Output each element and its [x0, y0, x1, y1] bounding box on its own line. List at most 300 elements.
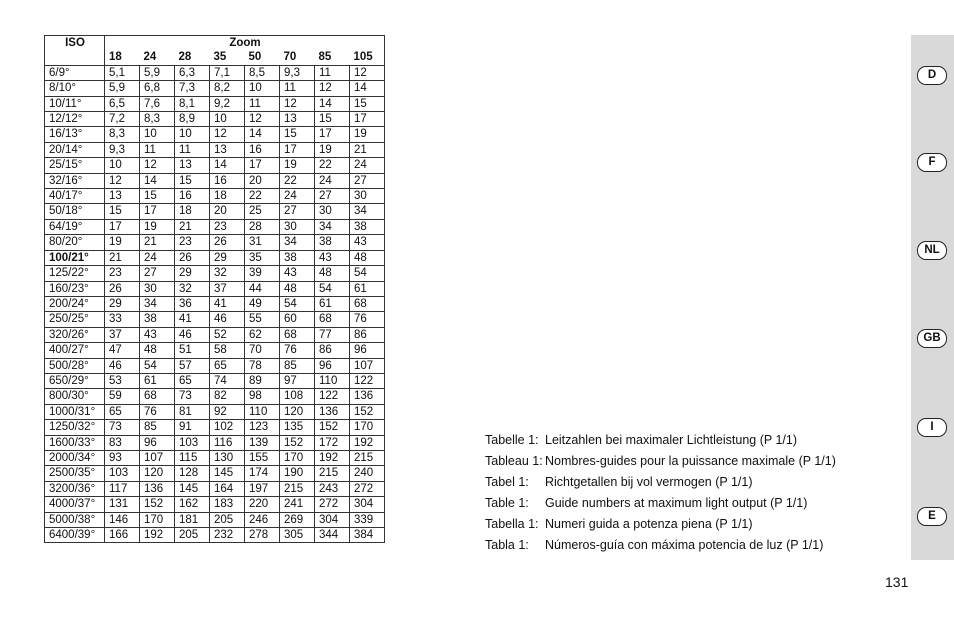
guide-number-cell: 48	[315, 266, 350, 281]
guide-number-cell: 215	[280, 481, 315, 496]
table-row	[45, 296, 385, 311]
guide-number-cell: 131	[105, 497, 140, 512]
iso-cell: 80/20°	[45, 235, 105, 250]
guide-number-cell: 85	[140, 420, 175, 435]
guide-number-cell: 152	[280, 435, 315, 450]
guide-number-cell: 70	[245, 343, 280, 358]
guide-number-cell: 17	[105, 219, 140, 234]
iso-cell: 650/29°	[45, 373, 105, 388]
guide-number-cell: 96	[350, 343, 385, 358]
guide-number-cell: 48	[140, 343, 175, 358]
guide-number-cell: 13	[280, 112, 315, 127]
guide-number-cell: 74	[210, 373, 245, 388]
guide-number-cell: 34	[350, 204, 385, 219]
guide-number-cell: 215	[350, 450, 385, 465]
guide-number-cell: 246	[245, 512, 280, 527]
guide-number-cell: 108	[280, 389, 315, 404]
guide-number-cell: 8,2	[210, 81, 245, 96]
guide-number-cell: 192	[140, 528, 175, 543]
guide-number-cell: 11	[280, 81, 315, 96]
guide-number-cell: 76	[280, 343, 315, 358]
guide-number-cell: 11	[245, 96, 280, 111]
zoom-value-header: 28	[175, 50, 210, 65]
guide-number-cell: 13	[105, 189, 140, 204]
table-row	[45, 343, 385, 358]
language-tab-i[interactable]: I	[917, 418, 947, 437]
guide-number-cell: 97	[280, 373, 315, 388]
iso-cell: 3200/36°	[45, 481, 105, 496]
guide-number-cell: 136	[140, 481, 175, 496]
guide-number-cell: 305	[280, 528, 315, 543]
guide-number-cell: 8,3	[105, 127, 140, 142]
table-row	[45, 481, 385, 496]
guide-number-cell: 243	[315, 481, 350, 496]
guide-number-cell: 241	[280, 497, 315, 512]
guide-number-cell: 9,3	[105, 142, 140, 157]
language-tab-strip	[911, 35, 954, 560]
guide-number-cell: 146	[105, 512, 140, 527]
guide-number-cell: 46	[105, 358, 140, 373]
guide-number-cell: 117	[105, 481, 140, 496]
table-row	[45, 142, 385, 157]
language-tab-e[interactable]: E	[917, 507, 947, 526]
iso-cell: 4000/37°	[45, 497, 105, 512]
caption-text: Números-guía con máxima potencia de luz (P 1/1)	[545, 538, 824, 552]
guide-number-cell: 29	[105, 296, 140, 311]
guide-number-cell: 122	[315, 389, 350, 404]
guide-number-cell: 19	[315, 142, 350, 157]
guide-number-cell: 205	[210, 512, 245, 527]
iso-cell: 6/9°	[45, 65, 105, 80]
guide-number-cell: 278	[245, 528, 280, 543]
guide-number-cell: 52	[210, 327, 245, 342]
guide-number-cell: 77	[315, 327, 350, 342]
guide-number-cell: 57	[175, 358, 210, 373]
iso-cell: 1250/32°	[45, 420, 105, 435]
iso-cell: 800/30°	[45, 389, 105, 404]
caption-text: Leitzahlen bei maximaler Lichtleistung (P 1/1)	[545, 433, 797, 447]
guide-number-cell: 18	[210, 189, 245, 204]
guide-number-cell: 15	[140, 189, 175, 204]
table-row	[45, 358, 385, 373]
guide-number-cell: 15	[175, 173, 210, 188]
guide-number-cell: 16	[175, 189, 210, 204]
table-row	[45, 497, 385, 512]
guide-number-cell: 8,3	[140, 112, 175, 127]
guide-number-cell: 96	[315, 358, 350, 373]
guide-number-cell: 304	[315, 512, 350, 527]
table-row	[45, 312, 385, 327]
guide-number-cell: 85	[280, 358, 315, 373]
zoom-value-header: 70	[280, 50, 315, 65]
guide-number-cell: 172	[315, 435, 350, 450]
guide-number-cell: 107	[140, 450, 175, 465]
guide-number-cell: 205	[175, 528, 210, 543]
guide-number-cell: 14	[245, 127, 280, 142]
guide-number-cell: 17	[245, 158, 280, 173]
iso-cell: 125/22°	[45, 266, 105, 281]
guide-number-cell: 41	[175, 312, 210, 327]
guide-number-cell: 7,1	[210, 65, 245, 80]
guide-number-cell: 139	[245, 435, 280, 450]
guide-number-cell: 61	[315, 296, 350, 311]
caption-line	[485, 535, 836, 556]
zoom-value-header: 105	[350, 50, 385, 65]
guide-number-cell: 9,2	[210, 96, 245, 111]
guide-number-cell: 43	[315, 250, 350, 265]
guide-number-cell: 170	[140, 512, 175, 527]
guide-number-cell: 24	[280, 189, 315, 204]
iso-cell: 500/28°	[45, 358, 105, 373]
table-row	[45, 158, 385, 173]
guide-number-cell: 15	[280, 127, 315, 142]
guide-number-cell: 38	[350, 219, 385, 234]
guide-number-cell: 16	[245, 142, 280, 157]
guide-number-cell: 14	[210, 158, 245, 173]
guide-number-cell: 59	[105, 389, 140, 404]
guide-number-cell: 19	[280, 158, 315, 173]
guide-number-cell: 19	[140, 219, 175, 234]
guide-number-cell: 10	[140, 127, 175, 142]
iso-cell: 10/11°	[45, 96, 105, 111]
language-tab-f[interactable]: F	[917, 153, 947, 172]
guide-number-cell: 272	[350, 481, 385, 496]
guide-number-cell: 68	[350, 296, 385, 311]
guide-number-cell: 12	[210, 127, 245, 142]
guide-number-cell: 65	[210, 358, 245, 373]
guide-number-cell: 174	[245, 466, 280, 481]
table-row	[45, 435, 385, 450]
guide-number-cell: 24	[315, 173, 350, 188]
guide-number-cell: 23	[175, 235, 210, 250]
table-body	[45, 65, 385, 543]
guide-number-cell: 15	[105, 204, 140, 219]
guide-number-cell: 197	[245, 481, 280, 496]
iso-cell: 64/19°	[45, 219, 105, 234]
guide-number-cell: 6,5	[105, 96, 140, 111]
guide-number-cell: 19	[350, 127, 385, 142]
table-row	[45, 173, 385, 188]
guide-number-cell: 6,3	[175, 65, 210, 80]
guide-number-cell: 27	[315, 189, 350, 204]
guide-number-cell: 17	[315, 127, 350, 142]
guide-number-cell: 43	[280, 266, 315, 281]
table-row	[45, 404, 385, 419]
guide-number-cell: 136	[315, 404, 350, 419]
guide-number-cell: 27	[350, 173, 385, 188]
guide-number-cell: 145	[175, 481, 210, 496]
guide-number-cell: 34	[280, 235, 315, 250]
guide-number-cell: 48	[350, 250, 385, 265]
guide-number-cell: 164	[210, 481, 245, 496]
zoom-value-header: 18	[105, 50, 140, 65]
guide-number-cell: 15	[315, 112, 350, 127]
guide-number-cell: 170	[280, 450, 315, 465]
guide-number-cell: 122	[350, 373, 385, 388]
guide-number-cell: 10	[105, 158, 140, 173]
guide-number-cell: 68	[140, 389, 175, 404]
guide-number-cell: 43	[140, 327, 175, 342]
caption-text: Numeri guida a potenza piena (P 1/1)	[545, 517, 753, 531]
table-row	[45, 189, 385, 204]
guide-number-cell: 344	[315, 528, 350, 543]
iso-cell: 200/24°	[45, 296, 105, 311]
guide-number-cell: 12	[350, 65, 385, 80]
guide-number-cell: 49	[245, 296, 280, 311]
guide-number-cell: 78	[245, 358, 280, 373]
iso-cell: 12/12°	[45, 112, 105, 127]
guide-number-cell: 18	[175, 204, 210, 219]
language-tab-d[interactable]: D	[917, 66, 947, 85]
guide-number-cell: 8,9	[175, 112, 210, 127]
guide-number-cell: 38	[280, 250, 315, 265]
guide-number-cell: 27	[140, 266, 175, 281]
guide-number-cell: 11	[140, 142, 175, 157]
guide-number-cell: 183	[210, 497, 245, 512]
guide-number-cell: 37	[105, 327, 140, 342]
guide-number-cell: 120	[280, 404, 315, 419]
guide-number-cell: 17	[280, 142, 315, 157]
guide-number-cell: 5,9	[105, 81, 140, 96]
iso-cell: 6400/39°	[45, 528, 105, 543]
guide-number-cell: 102	[210, 420, 245, 435]
guide-number-cell: 384	[350, 528, 385, 543]
zoom-column-header: Zoom	[105, 36, 385, 51]
guide-number-cell: 25	[245, 204, 280, 219]
caption-line	[485, 451, 836, 472]
guide-number-cell: 107	[350, 358, 385, 373]
guide-number-cell: 20	[210, 204, 245, 219]
guide-number-cell: 22	[245, 189, 280, 204]
guide-number-cell: 17	[140, 204, 175, 219]
guide-number-cell: 46	[175, 327, 210, 342]
guide-number-cell: 60	[280, 312, 315, 327]
guide-number-cell: 10	[245, 81, 280, 96]
guide-number-cell: 13	[175, 158, 210, 173]
table-row	[45, 250, 385, 265]
iso-cell: 2000/34°	[45, 450, 105, 465]
iso-cell: 250/25°	[45, 312, 105, 327]
table-row	[45, 327, 385, 342]
guide-number-cell: 30	[280, 219, 315, 234]
guide-number-cell: 29	[210, 250, 245, 265]
guide-number-cell: 54	[315, 281, 350, 296]
guide-number-cell: 7,6	[140, 96, 175, 111]
caption-label: Tableau 1:	[485, 454, 543, 468]
guide-number-cell: 26	[210, 235, 245, 250]
guide-number-cell: 162	[175, 497, 210, 512]
table-row	[45, 96, 385, 111]
guide-number-cell: 73	[105, 420, 140, 435]
table-captions	[485, 430, 836, 556]
caption-text: Nombres-guides pour la puissance maximale (P 1/1)	[545, 454, 836, 468]
guide-number-cell: 269	[280, 512, 315, 527]
guide-number-cell: 32	[175, 281, 210, 296]
guide-number-cell: 152	[350, 404, 385, 419]
caption-label: Tabella 1:	[485, 517, 539, 531]
iso-cell: 5000/38°	[45, 512, 105, 527]
iso-cell: 320/26°	[45, 327, 105, 342]
guide-number-cell: 21	[140, 235, 175, 250]
guide-number-cell: 98	[245, 389, 280, 404]
zoom-value-header: 50	[245, 50, 280, 65]
guide-number-cell: 190	[280, 466, 315, 481]
guide-number-cell: 19	[105, 235, 140, 250]
table-row	[45, 235, 385, 250]
table-row	[45, 266, 385, 281]
guide-number-cell: 26	[175, 250, 210, 265]
guide-number-cell: 53	[105, 373, 140, 388]
guide-number-cell: 12	[315, 81, 350, 96]
guide-number-cell: 135	[280, 420, 315, 435]
guide-number-cell: 65	[105, 404, 140, 419]
guide-number-cell: 155	[245, 450, 280, 465]
iso-cell: 32/16°	[45, 173, 105, 188]
iso-cell: 160/23°	[45, 281, 105, 296]
guide-number-cell: 30	[140, 281, 175, 296]
guide-number-cell: 54	[140, 358, 175, 373]
guide-number-cell: 21	[175, 219, 210, 234]
caption-line	[485, 493, 836, 514]
guide-number-cell: 145	[210, 466, 245, 481]
table-row	[45, 281, 385, 296]
iso-cell: 1000/31°	[45, 404, 105, 419]
zoom-value-header: 35	[210, 50, 245, 65]
guide-number-cell: 304	[350, 497, 385, 512]
guide-number-cell: 51	[175, 343, 210, 358]
guide-number-cell: 24	[350, 158, 385, 173]
guide-number-cell: 192	[350, 435, 385, 450]
guide-number-cell: 44	[245, 281, 280, 296]
iso-cell: 50/18°	[45, 204, 105, 219]
page-number: 131	[885, 574, 909, 590]
guide-number-cell: 128	[175, 466, 210, 481]
guide-number-cell: 61	[140, 373, 175, 388]
guide-number-cell: 32	[210, 266, 245, 281]
guide-number-cell: 27	[280, 204, 315, 219]
guide-number-cell: 8,1	[175, 96, 210, 111]
guide-number-cell: 31	[245, 235, 280, 250]
guide-number-cell: 110	[245, 404, 280, 419]
guide-number-cell: 21	[350, 142, 385, 157]
guide-number-cell: 41	[210, 296, 245, 311]
caption-label: Tabel 1:	[485, 475, 529, 489]
guide-number-cell: 6,8	[140, 81, 175, 96]
guide-number-cell: 34	[315, 219, 350, 234]
guide-number-cell: 11	[315, 65, 350, 80]
guide-number-cell: 37	[210, 281, 245, 296]
guide-number-cell: 96	[140, 435, 175, 450]
guide-number-cell: 5,9	[140, 65, 175, 80]
guide-number-cell: 115	[175, 450, 210, 465]
guide-number-cell: 110	[315, 373, 350, 388]
iso-cell: 1600/33°	[45, 435, 105, 450]
guide-number-cell: 232	[210, 528, 245, 543]
guide-number-cell: 130	[210, 450, 245, 465]
guide-number-cell: 7,3	[175, 81, 210, 96]
guide-number-cell: 76	[140, 404, 175, 419]
table-row	[45, 81, 385, 96]
guide-number-cell: 14	[350, 81, 385, 96]
guide-number-cell: 39	[245, 266, 280, 281]
guide-number-cell: 8,5	[245, 65, 280, 80]
guide-number-cell: 181	[175, 512, 210, 527]
guide-number-cell: 62	[245, 327, 280, 342]
guide-number-cell: 36	[175, 296, 210, 311]
guide-number-cell: 136	[350, 389, 385, 404]
guide-number-cell: 14	[140, 173, 175, 188]
table-row	[45, 450, 385, 465]
guide-number-cell: 73	[175, 389, 210, 404]
guide-number-cell: 61	[350, 281, 385, 296]
caption-label: Table 1:	[485, 496, 529, 510]
table-row	[45, 528, 385, 543]
guide-number-cell: 240	[350, 466, 385, 481]
guide-number-cell: 23	[105, 266, 140, 281]
caption-line	[485, 514, 836, 535]
guide-number-cell: 9,3	[280, 65, 315, 80]
guide-number-cell: 55	[245, 312, 280, 327]
guide-number-cell: 339	[350, 512, 385, 527]
iso-cell: 100/21°	[45, 250, 105, 265]
table-row	[45, 389, 385, 404]
guide-number-cell: 35	[245, 250, 280, 265]
guide-number-cell: 38	[315, 235, 350, 250]
guide-number-cell: 220	[245, 497, 280, 512]
guide-number-cell: 170	[350, 420, 385, 435]
table-row	[45, 204, 385, 219]
guide-number-cell: 23	[210, 219, 245, 234]
guide-number-cell: 22	[280, 173, 315, 188]
guide-number-cell: 76	[350, 312, 385, 327]
guide-number-cell: 12	[245, 112, 280, 127]
guide-number-cell: 81	[175, 404, 210, 419]
guide-number-cell: 192	[315, 450, 350, 465]
guide-number-cell: 54	[280, 296, 315, 311]
guide-number-cell: 15	[350, 96, 385, 111]
table-row	[45, 512, 385, 527]
guide-number-cell: 22	[315, 158, 350, 173]
guide-number-cell: 68	[280, 327, 315, 342]
guide-number-cell: 12	[105, 173, 140, 188]
guide-number-cell: 10	[210, 112, 245, 127]
caption-line	[485, 472, 836, 493]
table-row	[45, 65, 385, 80]
guide-number-cell: 7,2	[105, 112, 140, 127]
guide-number-cell: 215	[315, 466, 350, 481]
guide-number-cell: 12	[140, 158, 175, 173]
guide-number-cell: 14	[315, 96, 350, 111]
guide-number-cell: 13	[210, 142, 245, 157]
guide-number-cell: 43	[350, 235, 385, 250]
guide-number-cell: 29	[175, 266, 210, 281]
guide-number-cell: 166	[105, 528, 140, 543]
guide-number-cell: 12	[280, 96, 315, 111]
guide-number-cell: 10	[175, 127, 210, 142]
guide-number-cell: 17	[350, 112, 385, 127]
guide-number-cell: 26	[105, 281, 140, 296]
language-tab-gb[interactable]: GB	[917, 329, 947, 348]
guide-number-cell: 68	[315, 312, 350, 327]
guide-number-cell: 82	[210, 389, 245, 404]
guide-number-cell: 116	[210, 435, 245, 450]
guide-number-cell: 16	[210, 173, 245, 188]
guide-number-cell: 34	[140, 296, 175, 311]
guide-number-cell: 38	[140, 312, 175, 327]
language-tab-nl[interactable]: NL	[917, 241, 947, 260]
iso-cell: 20/14°	[45, 142, 105, 157]
guide-number-cell: 120	[140, 466, 175, 481]
